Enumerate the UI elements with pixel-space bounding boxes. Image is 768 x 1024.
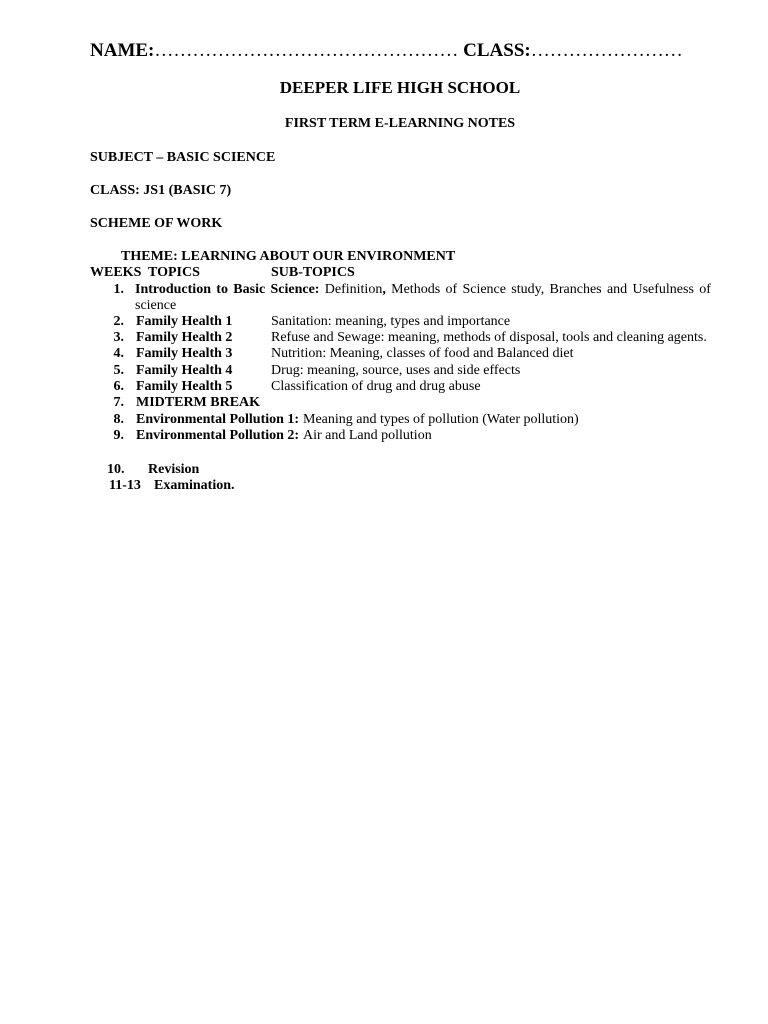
topics-column-header: TOPICS (148, 265, 200, 280)
exam-weeks: 11-13 (109, 478, 141, 493)
week-number: 9. (113, 428, 124, 443)
intro-word: Definition (324, 282, 383, 297)
intro-word: of (699, 282, 711, 297)
week-number: 4. (113, 346, 124, 361)
revision-number: 10. (107, 462, 125, 477)
week-topic: Family Health 3 (136, 346, 233, 361)
week-topic: Family Health 2 (136, 330, 233, 345)
intro-word: Methods (391, 282, 441, 297)
exam-row (109, 478, 235, 494)
week-subtopic: Sanitation: meaning, types and importance (271, 314, 511, 329)
week-number: 3. (113, 330, 124, 345)
intro-word: study, (511, 282, 545, 297)
class-info-line: CLASS: JS1 (BASIC 7) (90, 183, 232, 198)
week-number: 7. (113, 395, 124, 410)
week-topic: Environmental Pollution 2: (136, 428, 300, 443)
week-topic: Family Health 4 (136, 363, 233, 378)
week-1-text (135, 282, 711, 298)
scheme-heading: SCHEME OF WORK (90, 216, 223, 231)
intro-word: Basic (233, 282, 266, 297)
class-label: CLASS: (463, 40, 531, 61)
week-number: 6. (113, 379, 124, 394)
revision-row (107, 462, 200, 478)
week-topic: Family Health 5 (136, 379, 233, 394)
intro-word: Introduction (135, 282, 211, 297)
week-subtopic: Refuse and Sewage: meaning, methods of disposal, tools and cleaning agents. (271, 330, 707, 345)
intro-word: , (382, 282, 386, 297)
intro-word: Branches (549, 282, 602, 297)
intro-word: to (216, 282, 228, 297)
week-subtopic: Meaning and types of pollution (Water pollution) (303, 412, 579, 427)
notes-title: FIRST TERM E-LEARNING NOTES (284, 116, 516, 131)
week-number: 5. (113, 363, 124, 378)
week-topic: Family Health 1 (136, 314, 233, 329)
week-subtopic: Classification of drug and drug abuse (271, 379, 481, 394)
weeks-column-header: WEEKS (90, 265, 142, 280)
intro-word: Science: (270, 282, 320, 297)
name-class-line (90, 40, 683, 62)
intro-word: and (606, 282, 628, 297)
revision-label: Revision (148, 462, 200, 477)
school-name: DEEPER LIFE HIGH SCHOOL (279, 78, 521, 97)
week-number: 1. (113, 282, 124, 297)
intro-word: Usefulness (632, 282, 694, 297)
week-number: 8. (113, 412, 124, 427)
class-blank: …………………… (530, 40, 683, 61)
week-subtopic: Drug: meaning, source, uses and side effects (271, 363, 521, 378)
exam-label: Examination. (154, 478, 235, 493)
name-blank: ………………………………………… (154, 40, 459, 61)
subject-line: SUBJECT – BASIC SCIENCE (90, 150, 276, 165)
week-number: 2. (113, 314, 124, 329)
name-label: NAME: (90, 40, 155, 61)
week-subtopic: Air and Land pollution (303, 428, 432, 443)
intro-word: of (445, 282, 458, 297)
intro-word: Science (462, 282, 506, 297)
subtopics-column-header: SUB-TOPICS (271, 265, 355, 280)
week-topic: MIDTERM BREAK (136, 395, 261, 410)
week-topic: Environmental Pollution 1: (136, 412, 300, 427)
week-subtopic: Nutrition: Meaning, classes of food and Balanced diet (271, 346, 574, 361)
week-1-continuation: science (135, 298, 177, 313)
theme-heading: THEME: LEARNING ABOUT OUR ENVIRONMENT (121, 249, 456, 264)
